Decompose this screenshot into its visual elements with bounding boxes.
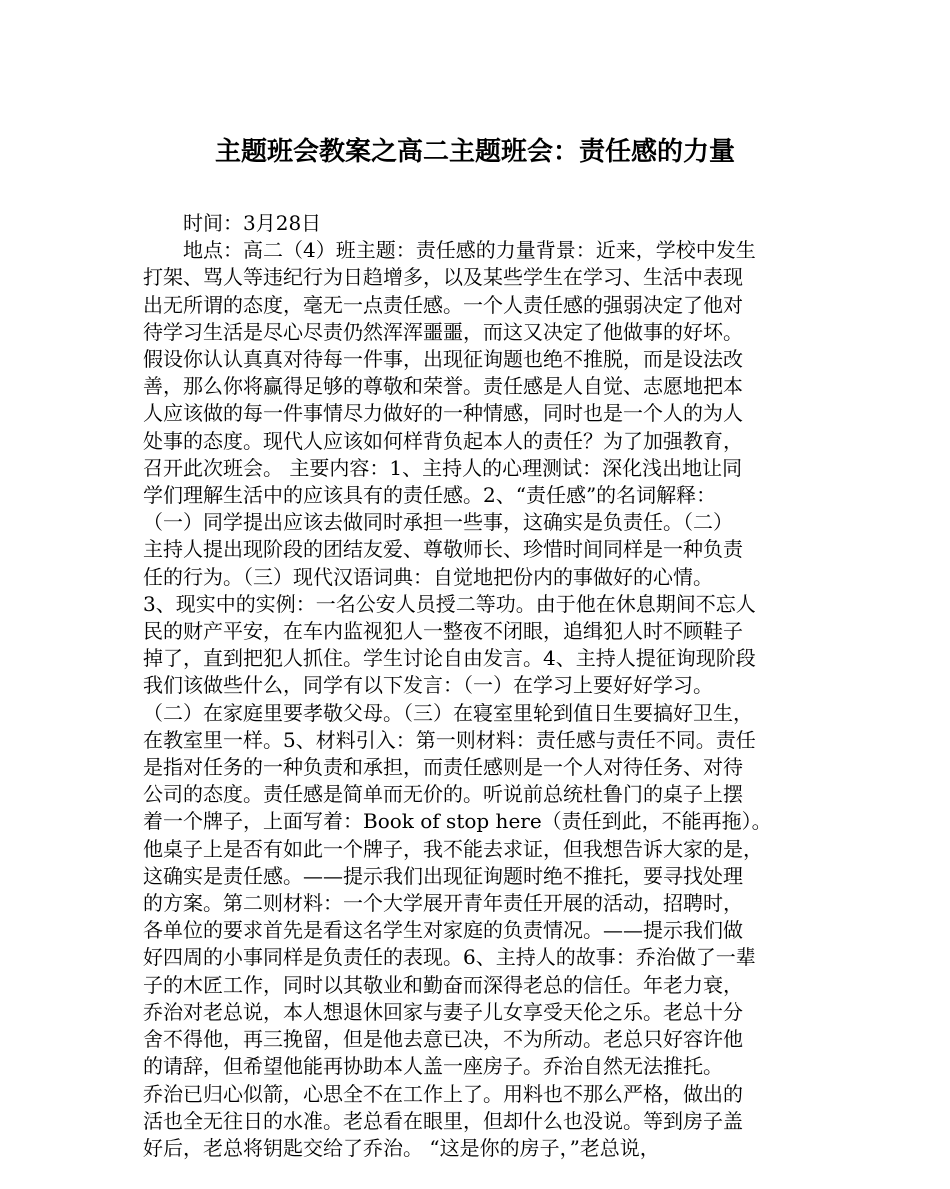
- body-line: 乔治已归心似箭，心思全不在工作上了。用料也不那么严格，做出的: [143, 1081, 743, 1106]
- body-line: 待学习生活是尽心尽责仍然浑浑噩噩，而这又决定了他做事的好坏。: [143, 319, 743, 344]
- body-line: 地点：高二（4）班主题：责任感的力量背景：近来，学校中发生: [183, 238, 756, 263]
- body-line: 他桌子上是否有如此一个牌子，我不能去求证，但我想告诉大家的是，: [143, 836, 763, 861]
- body-line: 3、现实中的实例：一名公安人员授二等功。由于他在休息期间不忘人: [143, 591, 756, 616]
- body-line: 我们该做些什么，同学有以下发言：（一）在学习上要好好学习。: [143, 673, 713, 698]
- body-line: 召开此次班会。 主要内容：1、主持人的心理测试：深化浅出地让同: [143, 455, 743, 480]
- body-line: 是指对任务的一种负责和承担，而责任感则是一个人对待任务、对待: [143, 755, 743, 780]
- body-line: 子的木匠工作，同时以其敬业和勤奋而深得老总的信任。年老力衰，: [143, 972, 743, 997]
- body-line: 乔治对老总说，本人想退休回家与妻子儿女享受天伦之乐。老总十分: [143, 999, 743, 1024]
- body-line: 各单位的要求首先是看这名学生对家庭的负责情况。——提示我们做: [143, 918, 743, 943]
- document-title: 主题班会教案之高二主题班会：责任感的力量: [214, 137, 735, 167]
- body-line: 活也全无往日的水准。老总看在眼里，但却什么也没说。等到房子盖: [143, 1108, 743, 1133]
- body-line: 任的行为。（三）现代汉语词典：自觉地把份内的事做好的心情。: [143, 564, 713, 589]
- body-line: 处事的态度。现代人应该如何样背负起本人的责任？为了加强教育，: [143, 428, 743, 453]
- document-body: [143, 210, 807, 1162]
- body-line: 民的财产平安，在车内监视犯人一整夜不闭眼，追缉犯人时不顾鞋子: [143, 619, 743, 644]
- body-line: 学们理解生活中的应该具有的责任感。2、“责任感”的名词解释：: [143, 483, 717, 508]
- body-line: 出无所谓的态度，毫无一点责任感。一个人责任感的强弱决定了他对: [143, 292, 743, 317]
- body-line: 在教室里一样。5、材料引入：第一则材料：责任感与责任不同。责任: [143, 727, 756, 752]
- body-line: 的请辞，但希望他能再协助本人盖一座房子。乔治自然无法推托。: [143, 1054, 723, 1079]
- body-line: 人应该做的每一件事情尽力做好的一种情感，同时也是一个人的为人: [143, 401, 743, 426]
- body-line: 着一个牌子，上面写着：Book of stop here（责任到此，不能再拖）。: [143, 809, 772, 834]
- body-line: 掉了，直到把犯人抓住。学生讨论自由发言。4、主持人提征询现阶段: [143, 646, 756, 671]
- body-line: 打架、骂人等违纪行为日趋增多，以及某些学生在学习、生活中表现: [143, 265, 743, 290]
- body-line: 好后，老总将钥匙交给了乔治。 “这是你的房子，”老总说，: [143, 1135, 660, 1160]
- body-line: 的方案。第二则材料：一个大学展开青年责任开展的活动，招聘时，: [143, 891, 743, 916]
- body-line: （二）在家庭里要孝敬父母。（三）在寝室里轮到值日生要搞好卫生，: [143, 700, 753, 725]
- body-line: 公司的态度。责任感是简单而无价的。听说前总统杜鲁门的桌子上摆: [143, 782, 743, 807]
- body-line: 主持人提出现阶段的团结友爱、尊敬师长、珍惜时间同样是一种负责: [143, 537, 743, 562]
- body-line: 好四周的小事同样是负责任的表现。6、主持人的故事：乔治做了一辈: [143, 945, 756, 970]
- body-line: 善，那么你将赢得足够的尊敬和荣誉。责任感是人自觉、志愿地把本: [143, 374, 743, 399]
- body-line: 舍不得他，再三挽留，但是他去意已决，不为所动。老总只好容许他: [143, 1027, 743, 1052]
- body-line: 假设你认认真真对待每一件事，出现征询题也绝不推脱，而是设法改: [143, 347, 743, 372]
- body-line: 这确实是责任感。——提示我们出现征询题时绝不推托，要寻找处理: [143, 863, 743, 888]
- body-line: （一）同学提出应该去做同时承担一些事，这确实是负责任。（二）: [143, 510, 733, 535]
- body-line-date: 时间：3月28日: [183, 211, 322, 235]
